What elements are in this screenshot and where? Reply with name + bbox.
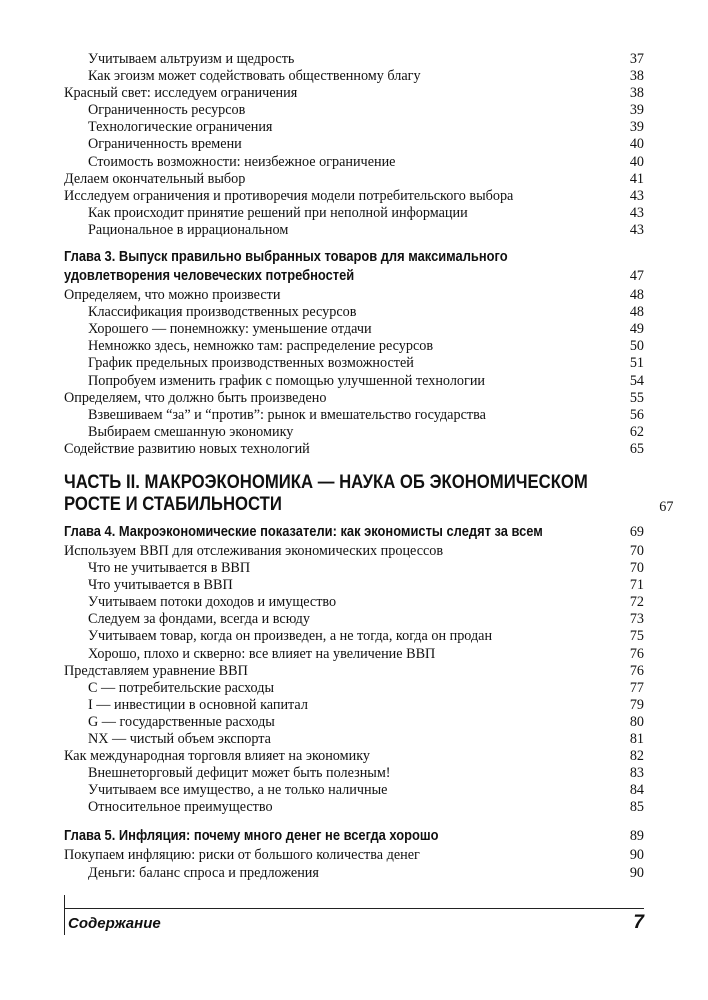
toc-entry[interactable] — [64, 68, 644, 85]
toc-entry-page: 75 — [629, 628, 644, 645]
toc-entry-page: 73 — [629, 611, 644, 628]
toc-entry-title: Как эгоизм может содействовать общественному благу — [88, 68, 421, 85]
toc-entry[interactable] — [64, 171, 644, 188]
toc-block-chapter2-tail — [64, 51, 644, 239]
toc-entry[interactable] — [64, 577, 644, 594]
chapter-4-page: 69 — [629, 523, 644, 540]
toc-entry-page: 51 — [629, 355, 644, 372]
toc-entry-title: Классификация производственных ресурсов — [88, 304, 357, 321]
toc-entry-page: 41 — [629, 170, 644, 187]
part-2-title-line2: РОСТЕ И СТАБИЛЬНОСТИ — [64, 493, 282, 515]
toc-entry-page: 37 — [629, 51, 644, 67]
footer-rule — [64, 895, 65, 935]
toc-entry[interactable] — [64, 697, 644, 714]
toc-entry[interactable] — [64, 663, 644, 680]
toc-entry-title: Технологические ограничения — [88, 119, 273, 136]
page-footer — [64, 908, 644, 939]
toc-entry-title: C — потребительские расходы — [88, 679, 274, 696]
toc-entry-title: Ограниченность ресурсов — [88, 102, 246, 119]
toc-entry-page: 48 — [629, 304, 644, 321]
chapter-3-title-line1: Глава 3. Выпуск правильно выбранных товаров для максимального — [64, 248, 508, 266]
toc-entry-page: 90 — [629, 864, 644, 881]
toc-block-chapter4 — [64, 543, 644, 817]
toc-entry[interactable] — [64, 611, 644, 628]
toc-entry[interactable] — [64, 119, 644, 136]
toc-entry-page: 72 — [629, 594, 644, 611]
toc-entry-title: Используем ВВП для отслеживания экономических процессов — [64, 542, 444, 559]
toc-entry-title: Учитываем альтруизм и щедрость — [88, 51, 295, 67]
toc-entry[interactable] — [64, 782, 644, 799]
toc-entry[interactable] — [64, 205, 644, 222]
toc-entry[interactable] — [64, 355, 644, 372]
toc-entry[interactable] — [64, 338, 644, 355]
chapter-5-title: Глава 5. Инфляция: почему много денег не всегда хорошо — [64, 827, 439, 845]
toc-entry-page: 85 — [629, 799, 644, 816]
toc-entry-page: 40 — [629, 136, 644, 153]
toc-entry[interactable] — [64, 222, 644, 239]
chapter-3-page: 47 — [629, 268, 644, 285]
toc-entry-page: 70 — [629, 560, 644, 577]
toc-entry-title: Деньги: баланс спроса и предложения — [88, 864, 319, 881]
toc-entry[interactable] — [64, 390, 644, 407]
chapter-5-page: 89 — [629, 828, 644, 845]
toc-entry[interactable] — [64, 543, 644, 560]
toc-entry-title: Немножко здесь, немножко там: распределение ресурсов — [88, 338, 434, 355]
toc-entry-title: Ограниченность времени — [88, 136, 242, 153]
toc-entry-title: График предельных производственных возможностей — [88, 355, 414, 372]
chapter-5-heading[interactable] — [64, 826, 644, 845]
toc-entry-title: G — государственные расходы — [88, 713, 275, 730]
toc-entry-page: 38 — [629, 85, 644, 102]
toc-entry[interactable] — [64, 765, 644, 782]
toc-entry[interactable] — [64, 847, 644, 864]
toc-entry-page: 83 — [629, 765, 644, 782]
toc-entry[interactable] — [64, 304, 644, 321]
footer-page-number: 7 — [633, 912, 644, 933]
part-2-title-line1: ЧАСТЬ II. МАКРОЭКОНОМИКА — НАУКА ОБ ЭКОНОМИЧЕСКОМ — [64, 471, 588, 493]
toc-entry[interactable] — [64, 188, 644, 205]
toc-entry[interactable] — [64, 680, 644, 697]
toc-entry-page: 55 — [629, 389, 644, 406]
toc-entry[interactable] — [64, 407, 644, 424]
toc-entry[interactable] — [64, 373, 644, 390]
toc-entry-title: Внешнеторговый дефицит может быть полезным! — [88, 765, 391, 782]
toc-entry[interactable] — [64, 714, 644, 731]
toc-entry-page: 38 — [629, 68, 644, 85]
toc-entry-page: 65 — [629, 440, 644, 457]
toc-block-chapter5 — [64, 847, 644, 881]
toc-entry-page: 62 — [629, 423, 644, 440]
toc-entry-page: 43 — [629, 204, 644, 221]
toc-entry[interactable] — [64, 154, 644, 171]
toc-entry-title: Как международная торговля влияет на экономику — [64, 748, 370, 765]
toc-entry[interactable] — [64, 321, 644, 338]
toc-entry-page: 90 — [629, 847, 644, 864]
chapter-4-heading[interactable] — [64, 522, 644, 541]
toc-entry[interactable] — [64, 560, 644, 577]
toc-entry-title: Определяем, что можно произвести — [64, 287, 281, 304]
toc-entry-page: 40 — [629, 153, 644, 170]
toc-entry[interactable] — [64, 424, 644, 441]
toc-entry-title: Делаем окончательный выбор — [64, 170, 246, 187]
chapter-4-title: Глава 4. Макроэкономические показатели: как экономисты следят за всем — [64, 522, 543, 540]
toc-entry-title: Рациональное в иррациональном — [88, 221, 289, 238]
toc-entry[interactable] — [64, 799, 644, 816]
toc-entry[interactable] — [64, 85, 644, 102]
toc-entry-title: Выбираем смешанную экономику — [88, 423, 294, 440]
toc-entry-page: 39 — [629, 102, 644, 119]
toc-entry-page: 80 — [629, 713, 644, 730]
table-of-contents — [64, 51, 674, 882]
toc-entry[interactable] — [64, 646, 644, 663]
toc-entry[interactable] — [64, 51, 644, 68]
toc-entry-title: I — инвестиции в основной капитал — [88, 696, 308, 713]
toc-entry-title: Учитываем товар, когда он произведен, а не тогда, когда он продан — [88, 628, 493, 645]
toc-entry-page: 39 — [629, 119, 644, 136]
toc-entry-title: Хорошего — понемножку: уменьшение отдачи — [88, 321, 372, 338]
toc-entry-title: Попробуем изменить график с помощью улучшенной технологии — [88, 372, 486, 389]
toc-entry[interactable] — [64, 287, 644, 304]
toc-entry-page: 84 — [629, 782, 644, 799]
toc-entry-title: Учитываем потоки доходов и имущество — [88, 594, 337, 611]
toc-entry-page: 50 — [629, 338, 644, 355]
toc-entry-page: 54 — [629, 372, 644, 389]
toc-entry[interactable] — [64, 628, 644, 645]
part-2-heading[interactable] — [64, 471, 674, 516]
toc-entry-title: Что учитывается в ВВП — [88, 577, 233, 594]
toc-entry[interactable] — [64, 748, 644, 765]
toc-entry-title: Следуем за фондами, всегда и всюду — [88, 611, 310, 628]
toc-entry-page: 81 — [629, 731, 644, 747]
chapter-3-heading[interactable] — [64, 247, 644, 285]
toc-entry-title: Стоимость возможности: неизбежное ограничение — [88, 153, 396, 170]
toc-entry-title: Покупаем инфляцию: риски от большого количества денег — [64, 847, 420, 864]
toc-entry[interactable] — [64, 594, 644, 611]
toc-entry[interactable] — [64, 731, 644, 748]
toc-entry[interactable] — [64, 865, 644, 882]
toc-entry-page: 48 — [629, 287, 644, 304]
toc-entry-title: Взвешиваем “за” и “против”: рынок и вмешательство государства — [88, 406, 486, 423]
toc-entry-title: Как происходит принятие решений при неполной информации — [88, 204, 468, 221]
toc-entry-title: Представляем уравнение ВВП — [64, 662, 248, 679]
toc-entry-title: NX — чистый объем экспорта — [88, 731, 271, 747]
toc-entry-title: Исследуем ограничения и противоречия модели потребительского выбора — [64, 187, 514, 204]
chapter-3-title-line2: удовлетворения человеческих потребностей — [64, 267, 355, 285]
toc-entry-page: 43 — [629, 221, 644, 238]
toc-entry-page: 70 — [629, 542, 644, 559]
toc-entry-title: Красный свет: исследуем ограничения — [64, 85, 298, 102]
footer-section-name: Содержание — [68, 915, 161, 932]
toc-entry-page: 43 — [629, 187, 644, 204]
toc-entry-title: Относительное преимущество — [88, 799, 273, 816]
toc-entry-title: Хорошо, плохо и скверно: все влияет на увеличение ВВП — [88, 645, 436, 662]
part-2-page: 67 — [659, 498, 674, 515]
toc-entry-page: 49 — [629, 321, 644, 338]
toc-entry[interactable] — [64, 102, 644, 119]
toc-entry-page: 76 — [629, 645, 644, 662]
toc-entry-page: 77 — [629, 679, 644, 696]
toc-entry-title: Содействие развитию новых технологий — [64, 440, 310, 457]
toc-block-chapter3 — [64, 287, 644, 458]
toc-entry-page: 76 — [629, 662, 644, 679]
toc-entry-page: 56 — [629, 406, 644, 423]
toc-entry-page: 82 — [629, 748, 644, 765]
toc-entry[interactable] — [64, 441, 644, 458]
toc-entry-page: 71 — [629, 577, 644, 594]
toc-entry-title: Что не учитывается в ВВП — [88, 560, 251, 577]
toc-entry-title: Учитываем все имущество, а не только наличные — [88, 782, 388, 799]
toc-entry-page: 79 — [629, 696, 644, 713]
toc-entry-title: Определяем, что должно быть произведено — [64, 389, 327, 406]
toc-entry[interactable] — [64, 136, 644, 153]
